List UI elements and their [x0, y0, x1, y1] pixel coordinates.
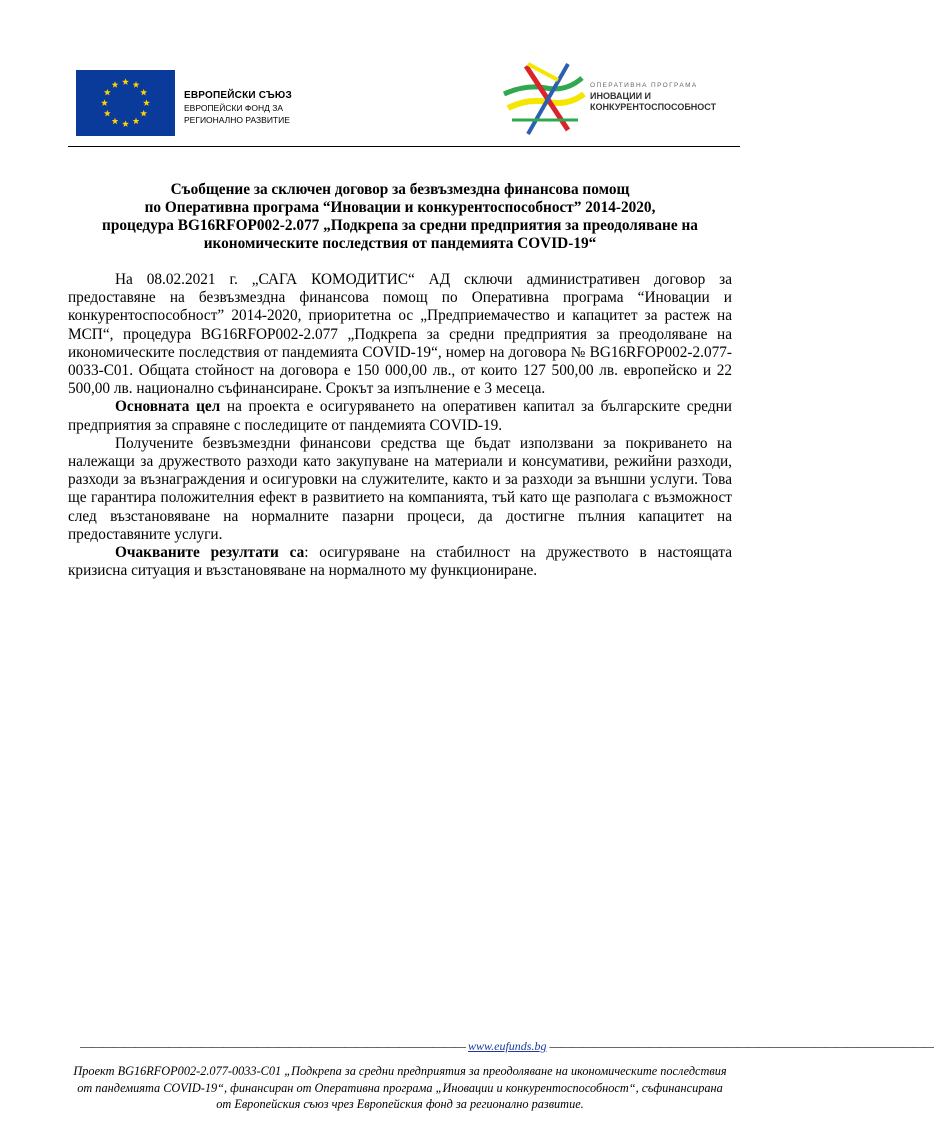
title-line-3: процедура BG16RFOP002-2.077 „Подкрепа за средни предприятия за преодоляване на: [102, 217, 698, 234]
title-line-4: икономическите последствия от пандемията COVID-19“: [203, 235, 597, 252]
eu-star-icon: [122, 120, 129, 127]
goal-label: Основната цел: [115, 398, 221, 416]
eu-star-icon: [112, 118, 119, 125]
eu-stars-icon: [76, 70, 175, 136]
title-line-2: по Оперативна програма “Иновации и конкурентоспособност” 2014-2020,: [144, 199, 656, 216]
footer-dashes-left: ———————————————————————————————————: [80, 1039, 465, 1053]
paragraph-results: [68, 544, 732, 580]
footer-dashes-right: ———————————————————————————————————: [549, 1039, 934, 1053]
op-logo-icon: [498, 58, 588, 138]
eu-star-icon: [122, 78, 129, 85]
paragraph-goal: [68, 398, 732, 434]
op-logo-block: [498, 58, 738, 138]
header-divider: [68, 146, 740, 147]
op-program-label: ОПЕРАТИВНА ПРОГРАМА: [590, 82, 698, 89]
eu-star-icon: [140, 110, 147, 117]
eu-line-2: ЕВРОПЕЙСКИ ФОНД ЗА: [184, 103, 284, 113]
op-line-1: ИНОВАЦИИ И: [590, 91, 652, 101]
eu-star-icon: [140, 89, 147, 96]
op-line-2: КОНКУРЕНТОСПОСОБНОСТ: [590, 102, 717, 112]
eu-star-icon: [133, 118, 140, 125]
title-line-1: Съобщение за сключен договор за безвъзмездна финансова помощ: [170, 181, 630, 198]
goal-text: на проекта е осигуряването на оперативен капитал за българските средни предприятия за справяне с последиците от пандемията COVID-19.: [68, 398, 732, 434]
eu-logo-block: [76, 70, 306, 136]
eu-star-icon: [104, 110, 111, 117]
results-text: : осигуряване на стабилност на дружеството в настоящата кризисна ситуация и възстановяване на нормалното му функциониране.: [68, 544, 732, 580]
results-label: Очакваните резултати са: [115, 544, 305, 562]
paragraph-funds-use: Получените безвъзмездни финансови средства ще бъдат използвани за покриването на належащи за дружеството разходи като закупуване на материали и консумативи, режийни разходи, разходи за възнаграждения и осигуровки на служителите, както и за разходи за външни услуги. Това ще гарантира положителния ефект в развитието на компанията, тъй като ще разполага с възможност след възстановяване на нормалните пазарни процеси, да достигне пълния капацитет на предоставяните услуги.: [68, 434, 732, 543]
op-logo-text: [590, 80, 716, 113]
eufunds-link[interactable]: www.eufunds.bg: [468, 1039, 547, 1053]
eu-line-1: ЕВРОПЕЙСКИ СЪЮЗ: [184, 90, 292, 101]
document-body: [68, 271, 732, 580]
footer-link-line: [80, 1039, 934, 1054]
eu-star-icon: [104, 89, 111, 96]
paragraph-contract: На 08.02.2021 г. „САГА КОМОДИТИС“ АД сключи административен договор за предоставяне на безвъзмездна финансова помощ по Оперативна програма “Иновации и конкурентоспособност” 2014-2020, приоритетна ос „Предприемачество и капацитет за растеж на МСП“, процедура BG16RFOP002-2.077 „Подкрепа за средни предприятия за преодоляване на икономическите последствия от пандемията COVID-19“, номер на договора № BG16RFOP002-2.077-0033-C01. Общата стойност на договора е 150 000,00 лв., от които 127 500,00 лв. европейско и 22 500,00 лв. национално съфинансиране. Срокът за изпълнение е 3 месеца.: [68, 271, 732, 398]
eu-flag-icon: [76, 70, 175, 136]
eu-line-3: РЕГИОНАЛНО РАЗВИТИЕ: [184, 115, 290, 125]
eu-star-icon: [112, 81, 119, 88]
page-header: [68, 58, 740, 150]
eu-star-icon: [133, 81, 140, 88]
eu-star-icon: [101, 99, 108, 106]
eu-logo-text: [184, 90, 292, 126]
eu-star-icon: [143, 99, 150, 106]
document-title: [70, 181, 730, 253]
footer-project-note: Проект BG16RFOP002-2.077-0033-C01 „Подкрепа за средни предприятия за преодоляване на икономическите последствия от пандемията COVID-19“, финансиран от Оперативна програма „Иновации и конкурентоспособност“, съфинансирана от Европейския съюз чрез Европейския фонд за регионално развитие.: [73, 1064, 727, 1111]
